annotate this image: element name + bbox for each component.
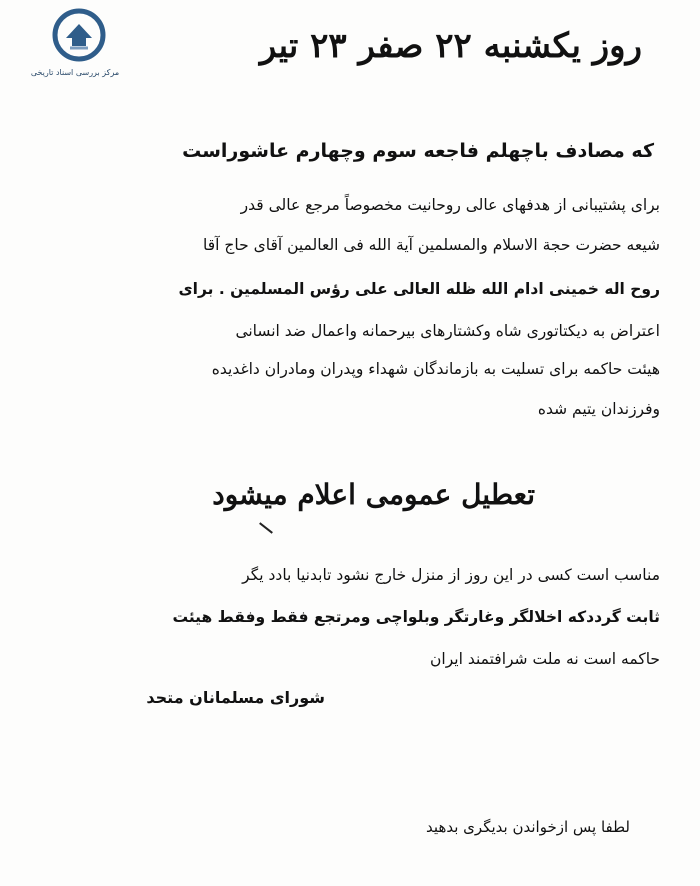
subtitle: که مصادف باچهلم فاجعه سوم وچهارم عاشوراست bbox=[182, 140, 654, 162]
date-line: روز یکشنبه ۲۲ صفر ۲۳ تیر bbox=[259, 26, 642, 66]
paragraph-line: اعتراض به دیکتاتوری شاه وکشتارهای بیرحمانه واعمال ضد انسانی bbox=[235, 322, 660, 340]
notice-line: مناسب است کسی در این روز از منزل خارج نشود تابدنیا بادد یگر bbox=[242, 566, 660, 584]
paragraph-line: شیعه حضرت حجة الاسلام والمسلمین آیة الله فی العالمین آقای حاج آقا bbox=[202, 236, 660, 254]
archive-seal-icon bbox=[52, 8, 106, 62]
notice-line: ثابت گرددکه اخلالگر وغارتگر وبلواچی ومرتجع فقط وفقط هیئت bbox=[172, 608, 660, 626]
footer-note: لطفا پس ازخواندن بدیگری بدهید bbox=[426, 818, 630, 836]
archive-logo bbox=[10, 8, 140, 88]
notice-line: حاکمه است نه ملت شرافتمند ایران bbox=[430, 650, 660, 668]
paragraph-line: هیئت حاکمه برای تسلیت به بازماندگان شهداء وپدران ومادران داغدیده bbox=[211, 360, 660, 378]
paragraph-line: روح اله خمینی ادام الله ظله العالی علی رؤس المسلمین . برای bbox=[178, 280, 660, 298]
ink-mark bbox=[259, 522, 273, 533]
closure-heading: تعطیل عمومی اعلام میشود bbox=[212, 478, 535, 511]
paragraph-line: برای پشتیبانی از هدفهای عالی روحانیت مخصوصاً مرجع عالی قدر bbox=[240, 196, 660, 214]
archive-logo-caption: مرکز بررسی اسناد تاریخی bbox=[30, 68, 120, 77]
paragraph-line: وفرزندان یتیم شده bbox=[537, 400, 660, 418]
signature: شورای مسلمانان متحد bbox=[146, 688, 325, 707]
